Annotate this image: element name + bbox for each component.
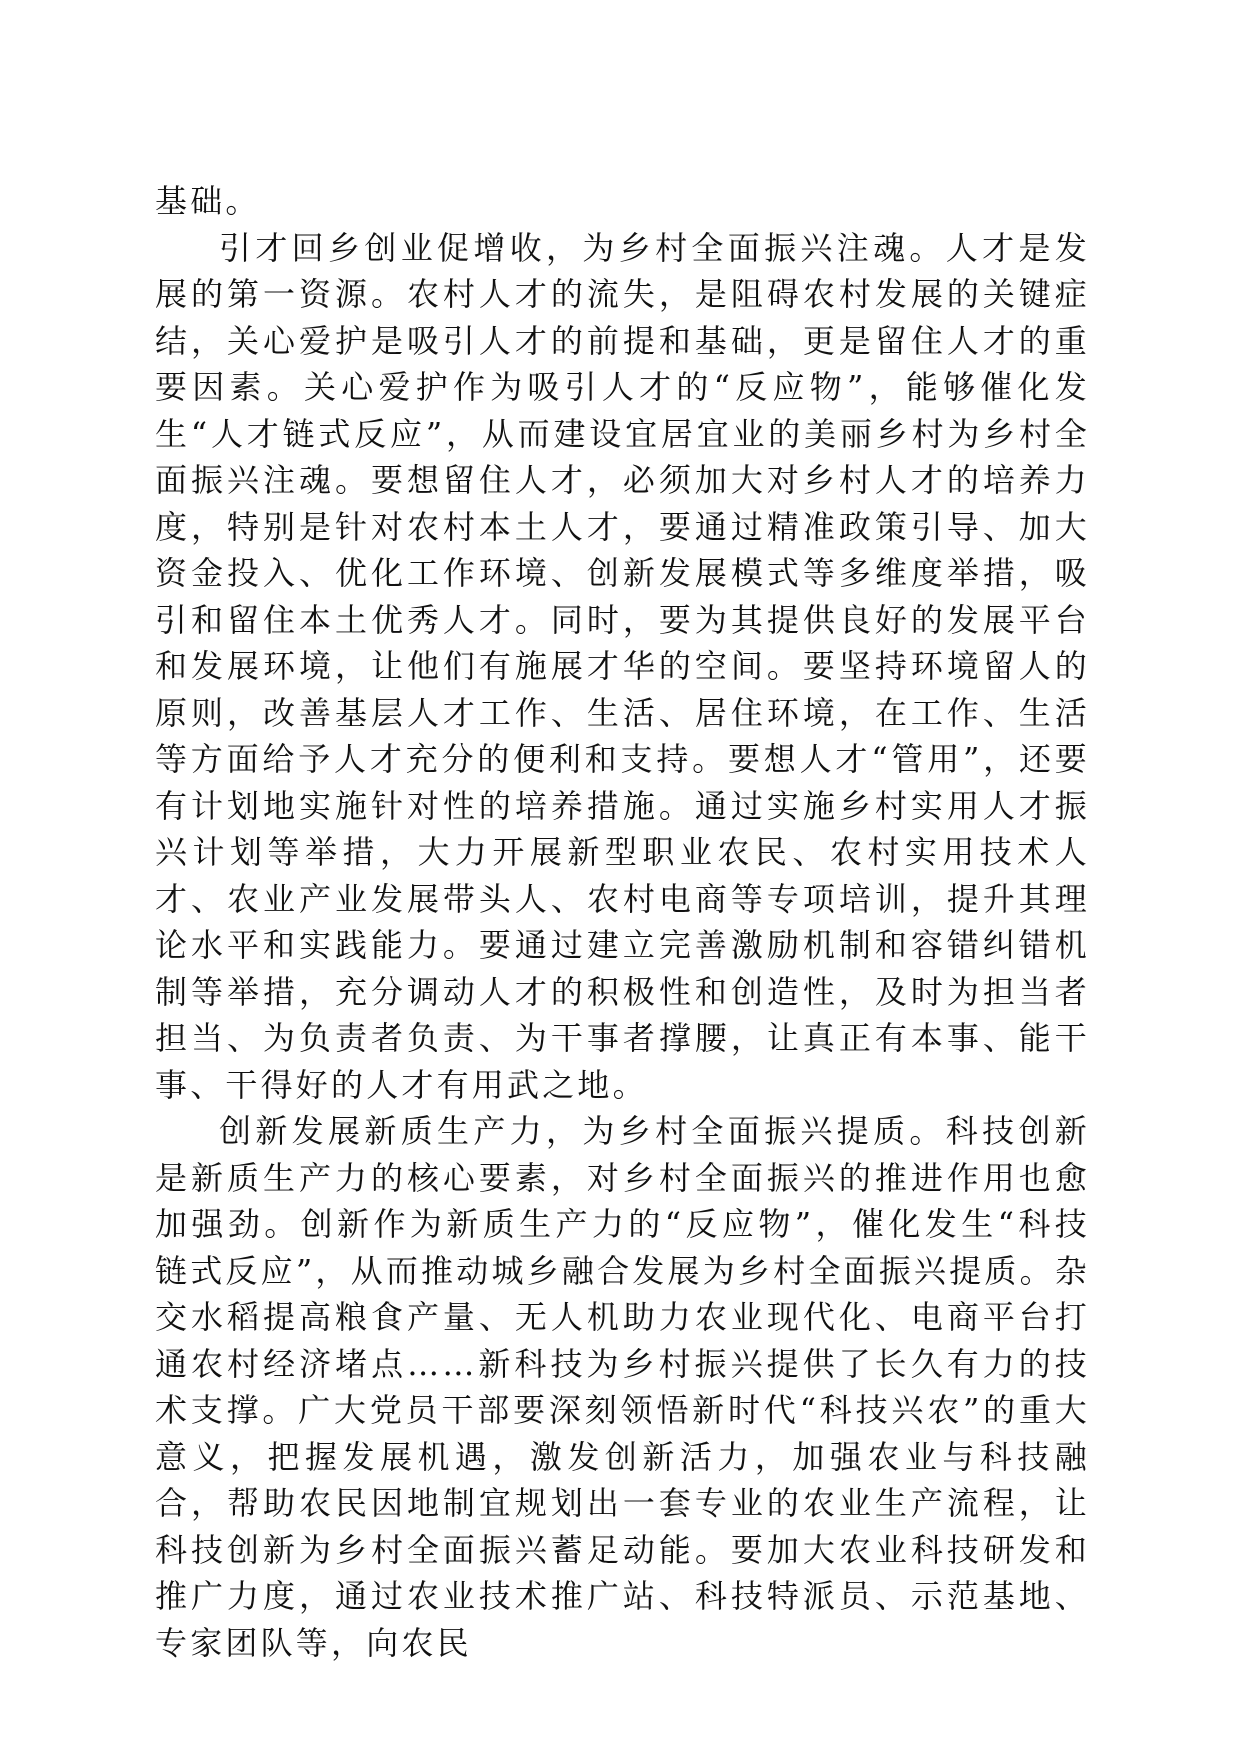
document-body — [155, 178, 1090, 1666]
paragraph-continuation: 基础。 — [155, 182, 261, 220]
paragraph-talent-return: 引才回乡创业促增收，为乡村全面振兴注魂。人才是发展的第一资源。农村人才的流失，是阻碍农村发展的关键症结，关心爱护是吸引人才的前提和基础，更是留住人才的重要因素。关心爱护作为吸引人才的“反应物”，能够催化发生“人才链式反应”，从而建设宜居宜业的美丽乡村为乡村全面振兴注魂。要想留住人才，必须加大对乡村人才的培养力度，特别是针对农村本土人才，要通过精准政策引导、加大资金投入、优化工作环境、创新发展模式等多维度举措，吸引和留住本土优秀人才。同时，要为其提供良好的发展平台和发展环境，让他们有施展才华的空间。要坚持环境留人的原则，改善基层人才工作、生活、居住环境，在工作、生活等方面给予人才充分的便利和支持。要想人才“管用”，还要有计划地实施针对性的培养措施。通过实施乡村实用人才振兴计划等举措，大力开展新型职业农民、农村实用技术人才、农业产业发展带头人、农村电商等专项培训，提升其理论水平和实践能力。要通过建立完善激励机制和容错纠错机制等举措，充分调动人才的积极性和创造性，及时为担当者担当、为负责者负责、为干事者撑腰，让真正有本事、能干事、干得好的人才有用武之地。 — [155, 228, 1090, 1104]
paragraph-innovation-productivity: 创新发展新质生产力，为乡村全面振兴提质。科技创新是新质生产力的核心要素，对乡村全面振兴的推进作用也愈加强劲。创新作为新质生产力的“反应物”，催化发生“科技链式反应”，从而推动城乡融合发展为乡村全面振兴提质。杂交水稻提高粮食产量、无人机助力农业现代化、电商平台打通农村经济堵点……新科技为乡村振兴提供了长久有力的技术支撑。广大党员干部要深刻领悟新时代“科技兴农”的重大意义，把握发展机遇，激发创新活力，加强农业与科技融合，帮助农民因地制宜规划出一套专业的农业生产流程，让科技创新为乡村全面振兴蓄足动能。要加大农业科技研发和推广力度，通过农业技术推广站、科技特派员、示范基地、专家团队等，向农民 — [155, 1112, 1090, 1662]
